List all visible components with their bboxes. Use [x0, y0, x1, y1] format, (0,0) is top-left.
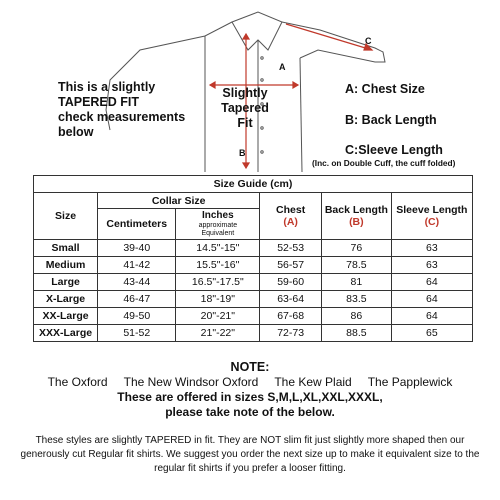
col-size: Size [34, 193, 98, 240]
measure-c-note: (Inc. on Double Cuff, the cuff folded) [312, 158, 456, 168]
table-row: XXX-Large 51-52 21"-22" 72-73 88.5 65 [34, 325, 473, 342]
col-collar: Collar Size [98, 193, 260, 209]
style-name: The Kew Plaid [274, 375, 352, 389]
fit-advice-paragraph: These styles are slightly TAPERED in fit. They are NOT slim fit just slightly more shaped then our generously cut Regular fit shirts. We suggest you order the next size up to make it equivalent size to the regular fit shirts if you prefer a looser fitting. [20, 435, 480, 474]
sizes-offered-note: These are offered in sizes S,M,L,XL,XXL,XXXL, please take note of the below. [117, 390, 383, 419]
style-name: The Papplewick [367, 375, 453, 389]
style-list [0, 375, 500, 389]
size-guide-table [33, 175, 473, 342]
letter-b: B [239, 148, 246, 158]
measure-a-label: A: Chest Size [345, 82, 425, 96]
table-row: Small 39-40 14.5"-15" 52-53 76 63 [34, 240, 473, 257]
style-name: The Oxford [47, 375, 108, 389]
col-inches: Inches approximate Equivalent [176, 209, 260, 240]
col-sleeve: Sleeve Length (C) [391, 193, 472, 240]
table-row: X-Large 46-47 18"-19" 63-64 83.5 64 [34, 291, 473, 308]
col-centimeters: Centimeters [98, 209, 176, 240]
table-title: Size Guide (cm) [34, 176, 473, 193]
table-row: XX-Large 49-50 20"-21" 67-68 86 64 [34, 308, 473, 325]
table-row: Large 43-44 16.5"-17.5" 59-60 81 64 [34, 274, 473, 291]
tapered-fit-note: This is a slightly TAPERED FIT check measurements below [58, 80, 186, 139]
slightly-tapered-label: Slightly Tapered Fit [221, 86, 269, 130]
col-chest: Chest (A) [260, 193, 322, 240]
letter-c: C [365, 36, 372, 46]
measure-b-label: B: Back Length [345, 113, 437, 127]
note-title: NOTE: [230, 360, 270, 374]
style-name: The New Windsor Oxford [123, 375, 259, 389]
col-back: Back Length (B) [322, 193, 392, 240]
measure-c-label: C:Sleeve Length [345, 143, 443, 157]
letter-a: A [279, 62, 286, 72]
table-row: Medium 41-42 15.5"-16" 56-57 78.5 63 [34, 257, 473, 274]
